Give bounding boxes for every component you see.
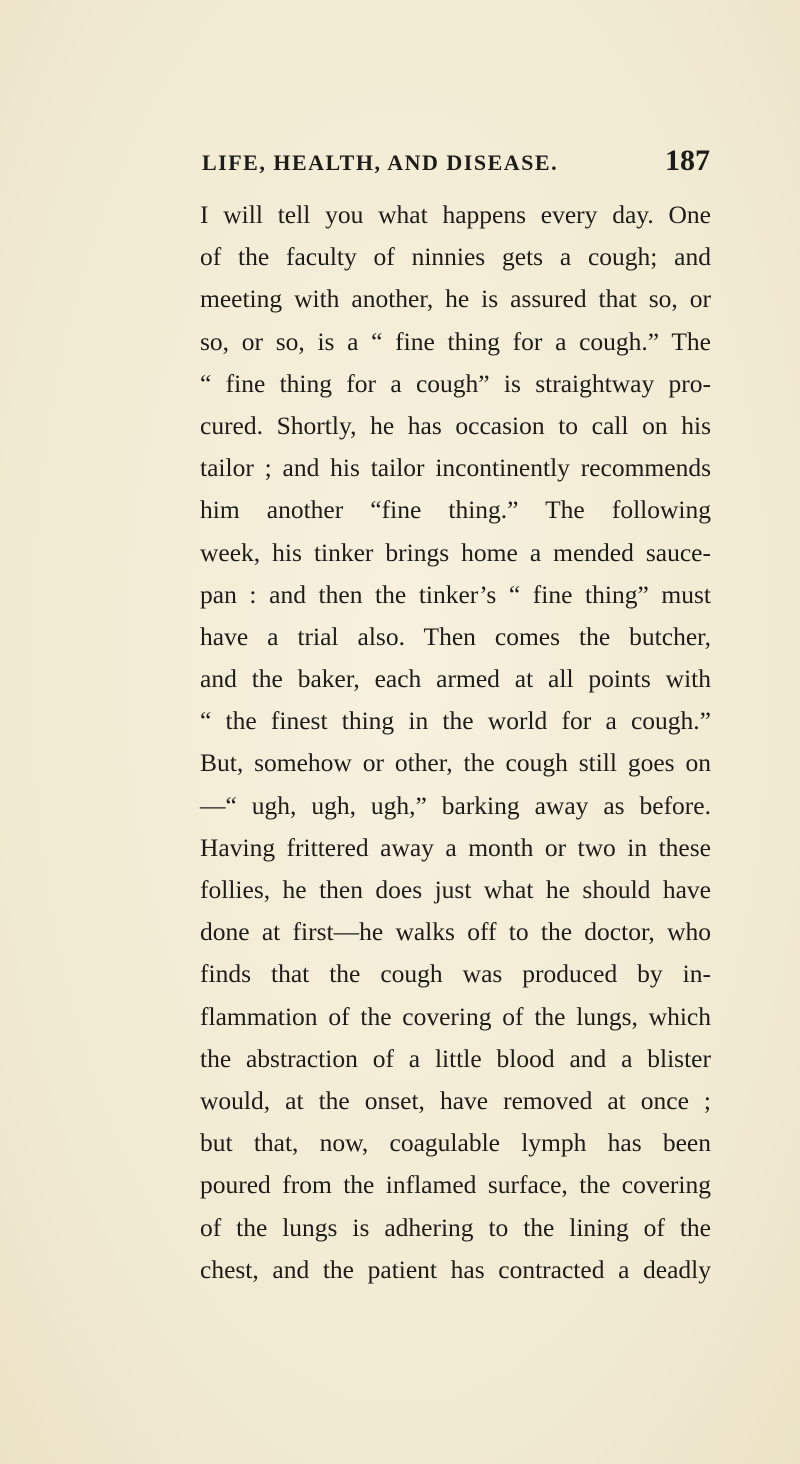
- text-line: tailor ; and his tailor incontinently recommends: [200, 453, 711, 483]
- text-line: of the faculty of ninnies gets a cough; and: [200, 242, 711, 272]
- page-number: 187: [665, 144, 710, 177]
- text-line: “ the finest thing in the world for a cough.”: [200, 706, 711, 736]
- text-line: meeting with another, he is assured that so, or: [200, 284, 711, 314]
- text-line: and the baker, each armed at all points with: [200, 664, 711, 694]
- text-line: pan : and then the tinker’s “ fine thing” must: [200, 579, 711, 609]
- text-line: —“ ugh, ugh, ugh,” barking away as before.: [200, 790, 711, 820]
- text-line: the abstraction of a little blood and a blister: [200, 1043, 711, 1073]
- text-line: Having frittered away a month or two in these: [200, 832, 711, 862]
- body-text: [200, 194, 711, 1291]
- text-line: would, at the onset, have removed at once ;: [200, 1085, 711, 1115]
- text-line: cured. Shortly, he has occasion to call on his: [200, 410, 711, 440]
- text-line: poured from the inflamed surface, the covering: [200, 1170, 711, 1200]
- text-line: “ fine thing for a cough” is straightway pro-: [200, 368, 711, 398]
- text-line: week, his tinker brings home a mended sauce-: [200, 537, 711, 567]
- text-line: But, somehow or other, the cough still goes on: [200, 748, 711, 778]
- text-line: flammation of the covering of the lungs, which: [200, 1001, 711, 1031]
- text-line: done at first—he walks off to the doctor, who: [200, 917, 711, 947]
- text-line: follies, he then does just what he should have: [200, 875, 711, 904]
- page-header: [202, 144, 710, 184]
- running-head: LIFE, HEALTH, AND DISEASE.: [202, 150, 559, 175]
- text-line: him another “fine thing.” The following: [200, 495, 711, 525]
- text-line: I will tell you what happens every day. One: [200, 200, 711, 229]
- text-line: chest, and the patient has contracted a deadly: [200, 1254, 711, 1284]
- text-line: have a trial also. Then comes the butcher,: [200, 621, 711, 651]
- text-line: so, or so, is a “ fine thing for a cough.” The: [200, 326, 711, 356]
- text-line: but that, now, coagulable lymph has been: [200, 1128, 711, 1158]
- text-line: finds that the cough was produced by in-: [200, 959, 711, 989]
- text-line: of the lungs is adhering to the lining of the: [200, 1212, 711, 1242]
